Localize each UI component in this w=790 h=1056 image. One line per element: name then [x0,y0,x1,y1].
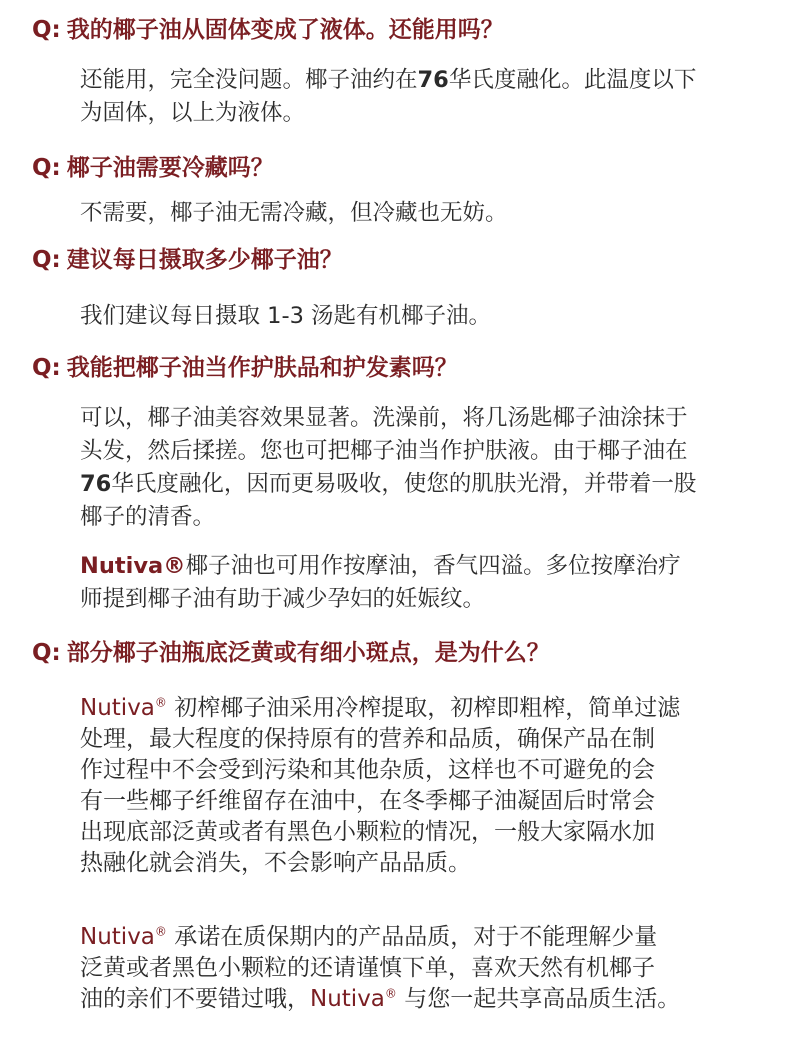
answer-text: 还能用，完全没问题。椰子油约在 [80,67,418,93]
question-prefix: Q: [32,640,61,666]
answer-line: 泛黄或者黑色小颗粒的还请谨慎下单，喜欢天然有机椰子 [80,955,655,981]
answer-line: 可以，椰子油美容效果显著。洗澡前，将几汤匙椰子油涂抹于 [80,405,688,431]
faq-question-5 [32,637,550,669]
brand-name: Nutiva® [80,553,186,579]
answer-text: 与您一起共享高品质生活。 [396,986,681,1012]
answer-line: 热融化就会消失，不会影响产品品质。 [80,850,471,876]
answer-line [80,468,770,501]
question-text: 椰子油需要冷藏吗？ [66,155,274,181]
question-prefix: Q: [32,247,61,273]
answer-text: 承诺在质保期内的产品品质，对于不能理解少量 [166,924,658,950]
temperature-number: 76 [80,471,112,497]
faq-answer-3 [80,300,770,333]
answer-line [80,693,780,724]
brand-name: Nutiva [80,924,155,950]
answer-line: 不需要，椰子油无需冷藏，但冷藏也无妨。 [80,200,508,226]
question-text: 部分椰子油瓶底泛黄或有细小斑点，是为什么？ [66,640,550,666]
answer-text: 椰子油也可用作按摩油，香气四溢。多位按摩治疗 [185,553,681,579]
question-prefix: Q: [32,355,61,381]
brand-name: Nutiva [310,986,385,1012]
faq-answer-5-paragraph-2 [80,922,780,1015]
answer-line: 椰子的清香。 [80,504,216,530]
faq-answer-2 [80,197,770,230]
answer-line: 处理，最大程度的保持原有的营养和品质，确保产品在制 [80,726,655,752]
answer-line [80,984,780,1015]
answer-line: 有一些椰子纤维留存在油中，在冬季椰子油凝固后时常会 [80,788,655,814]
answer-line: 为固体，以上为液体。 [80,100,306,126]
temperature-number: 76 [417,67,449,93]
question-text: 我的椰子油从固体变成了液体。还能用吗？ [66,17,504,43]
answer-line: 出现底部泛黄或者有黑色小颗粒的情况，一般大家隔水加 [80,819,655,845]
faq-question-3 [32,244,343,276]
question-text: 建议每日摄取多少椰子油？ [66,247,343,273]
faq-question-4 [32,352,458,384]
question-text: 我能把椰子油当作护肤品和护发素吗？ [66,355,458,381]
question-prefix: Q: [32,17,61,43]
answer-line [80,922,780,953]
answer-line [80,64,770,97]
question-prefix: Q: [32,155,61,181]
registered-mark: ® [154,924,167,939]
registered-mark: ® [384,986,397,1001]
answer-text: 华氏度融化，因而更易吸收，使您的肌肤光滑，并带着一股 [111,471,697,497]
brand-name: Nutiva [80,695,155,721]
answer-text: 华氏度融化。此温度以下 [448,67,697,93]
faq-answer-1 [80,64,770,130]
answer-line: 作过程中不会受到污染和其他杂质，这样也不可避免的会 [80,757,655,783]
answer-line: 师提到椰子油有助于减少孕妇的妊娠纹。 [80,586,486,612]
answer-line [80,550,770,583]
answer-text: 初榨椰子油采用冷榨提取，初榨即粗榨，简单过滤 [166,695,681,721]
answer-line: 头发，然后揉搓。您也可把椰子油当作护肤液。由于椰子油在 [80,438,688,464]
registered-mark: ® [154,695,167,710]
answer-line: 我们建议每日摄取 1-3 汤匙有机椰子油。 [80,303,492,329]
faq-answer-4-paragraph-2 [80,550,770,616]
faq-question-2 [32,152,274,184]
faq-answer-4-paragraph-1 [80,402,770,534]
faq-question-1 [32,14,504,46]
answer-text: 油的亲们不要错过哦， [80,986,310,1012]
faq-answer-5-paragraph-1 [80,693,780,879]
